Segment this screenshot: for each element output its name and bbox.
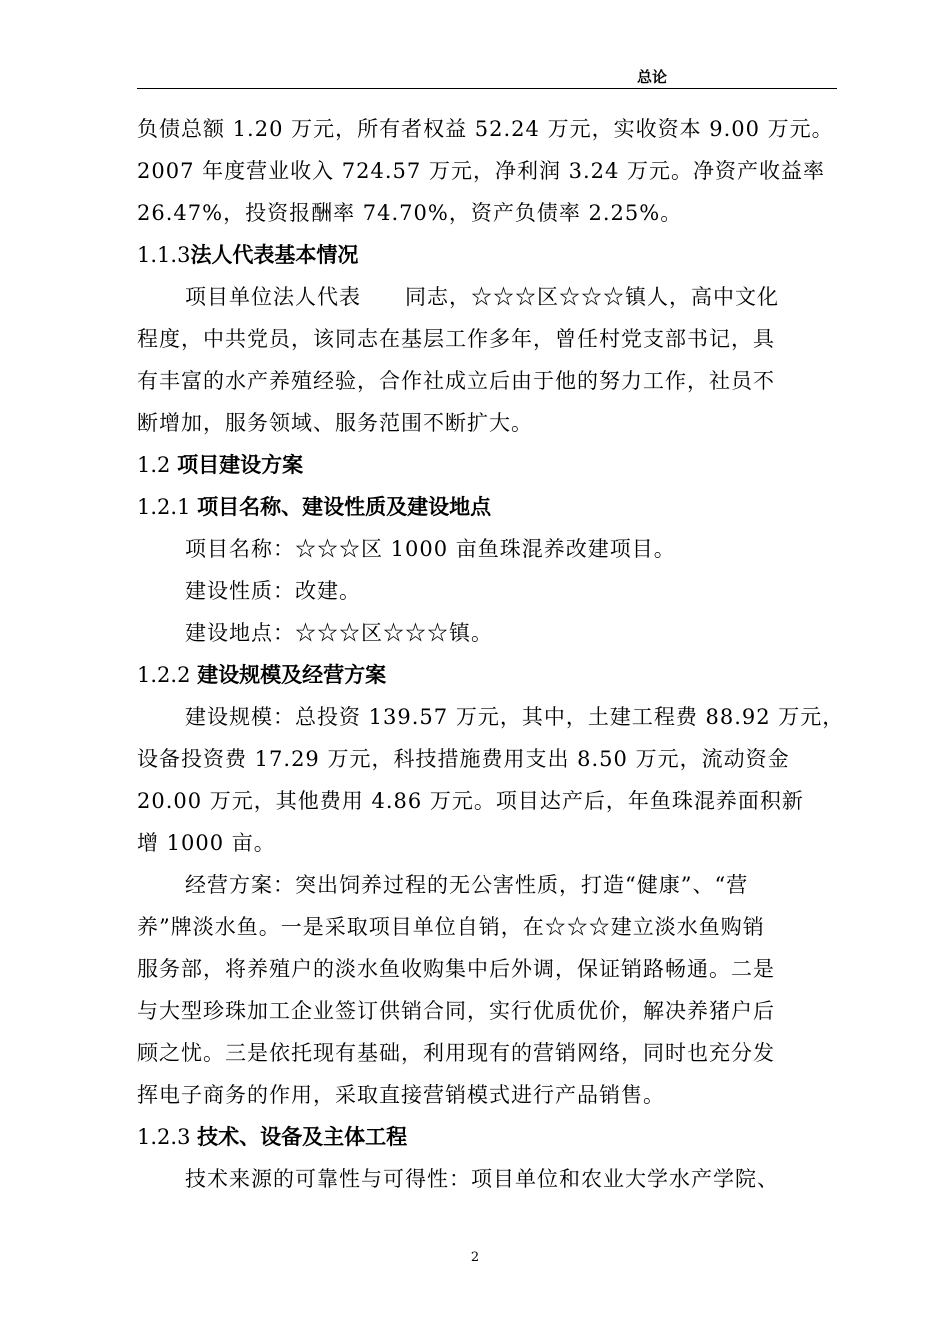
section-number: 1.2.2	[137, 663, 191, 687]
text-line: 20.00 万元，其他费用 4.86 万元。项目达产后，年鱼珠混养面积新	[137, 789, 804, 813]
text-line: 项目单位法人代表 同志，☆☆☆区☆☆☆镇人，高中文化	[185, 285, 779, 309]
paragraph-technology-source: 技术来源的可靠性与可得性：项目单位和农业大学水产学院、	[185, 1167, 779, 1191]
text-line: 26.47%，投资报酬率 74.70%，资产负债率 2.25%。	[137, 201, 683, 225]
document-body	[137, 108, 845, 1200]
paragraph-business-plan	[137, 864, 837, 1116]
text-line: 程度，中共党员，该同志在基层工作多年，曾任村党支部书记，具	[137, 327, 775, 351]
text-line: 断增加，服务领域、服务范围不断扩大。	[137, 411, 533, 435]
text-line: 服务部，将养殖户的淡水鱼收购集中后外调，保证销路畅通。二是	[137, 957, 775, 981]
page-number: 2	[470, 1250, 480, 1265]
paragraph-construction-site: 建设地点：☆☆☆区☆☆☆镇。	[185, 621, 493, 645]
text-line: 建设规模：总投资 139.57 万元，其中，土建工程费 88.92 万元，	[185, 705, 845, 729]
paragraph-legal-representative	[137, 276, 837, 444]
section-heading-1-2	[137, 444, 837, 486]
text-line: 经营方案：突出饲养过程的无公害性质，打造“健康”、“营	[185, 873, 749, 897]
text-line: 有丰富的水产养殖经验，合作社成立后由于他的努力工作，社员不	[137, 369, 775, 393]
section-number: 1.2.1	[137, 495, 191, 519]
text-line: 与大型珍珠加工企业签订供销合同，实行优质优价，解决养猪户后	[137, 999, 775, 1023]
section-number: 1.1.3	[137, 243, 191, 267]
paragraph-financials	[137, 108, 837, 234]
section-heading-1-2-3	[137, 1116, 837, 1158]
text-line: 设备投资费 17.29 万元，科技措施费用支出 8.50 万元，流动资金	[137, 747, 790, 771]
section-title: 技术、设备及主体工程	[197, 1125, 408, 1149]
section-title: 建设规模及经营方案	[197, 663, 387, 687]
paragraph-construction-scale	[137, 696, 845, 864]
section-title: 法人代表基本情况	[190, 243, 359, 267]
text-line: 负债总额 1.20 万元，所有者权益 52.24 万元，实收资本 9.00 万元。	[137, 117, 834, 141]
header-title: 总论	[636, 68, 667, 86]
section-heading-1-2-1	[137, 486, 837, 528]
text-line: 挥电子商务的作用，采取直接营销模式进行产品销售。	[137, 1083, 665, 1107]
section-heading-1-1-3	[137, 234, 837, 276]
page-header	[137, 66, 837, 89]
paragraph-project-name: 项目名称：☆☆☆区 1000 亩鱼珠混养改建项目。	[185, 537, 676, 561]
section-number: 1.2.3	[137, 1125, 191, 1149]
text-line: 顾之忧。三是依托现有基础，利用现有的营销网络，同时也充分发	[137, 1041, 775, 1065]
section-heading-1-2-2	[137, 654, 837, 696]
text-line: 养”牌淡水鱼。一是采取项目单位自销，在☆☆☆建立淡水鱼购销	[137, 915, 765, 939]
text-line: 2007 年度营业收入 724.57 万元，净利润 3.24 万元。净资产收益率	[137, 159, 826, 183]
section-number: 1.2	[137, 453, 171, 477]
section-title: 项目名称、建设性质及建设地点	[197, 495, 492, 519]
paragraph-construction-nature: 建设性质：改建。	[185, 579, 361, 603]
section-title: 项目建设方案	[177, 453, 304, 477]
text-line: 增 1000 亩。	[137, 831, 276, 855]
